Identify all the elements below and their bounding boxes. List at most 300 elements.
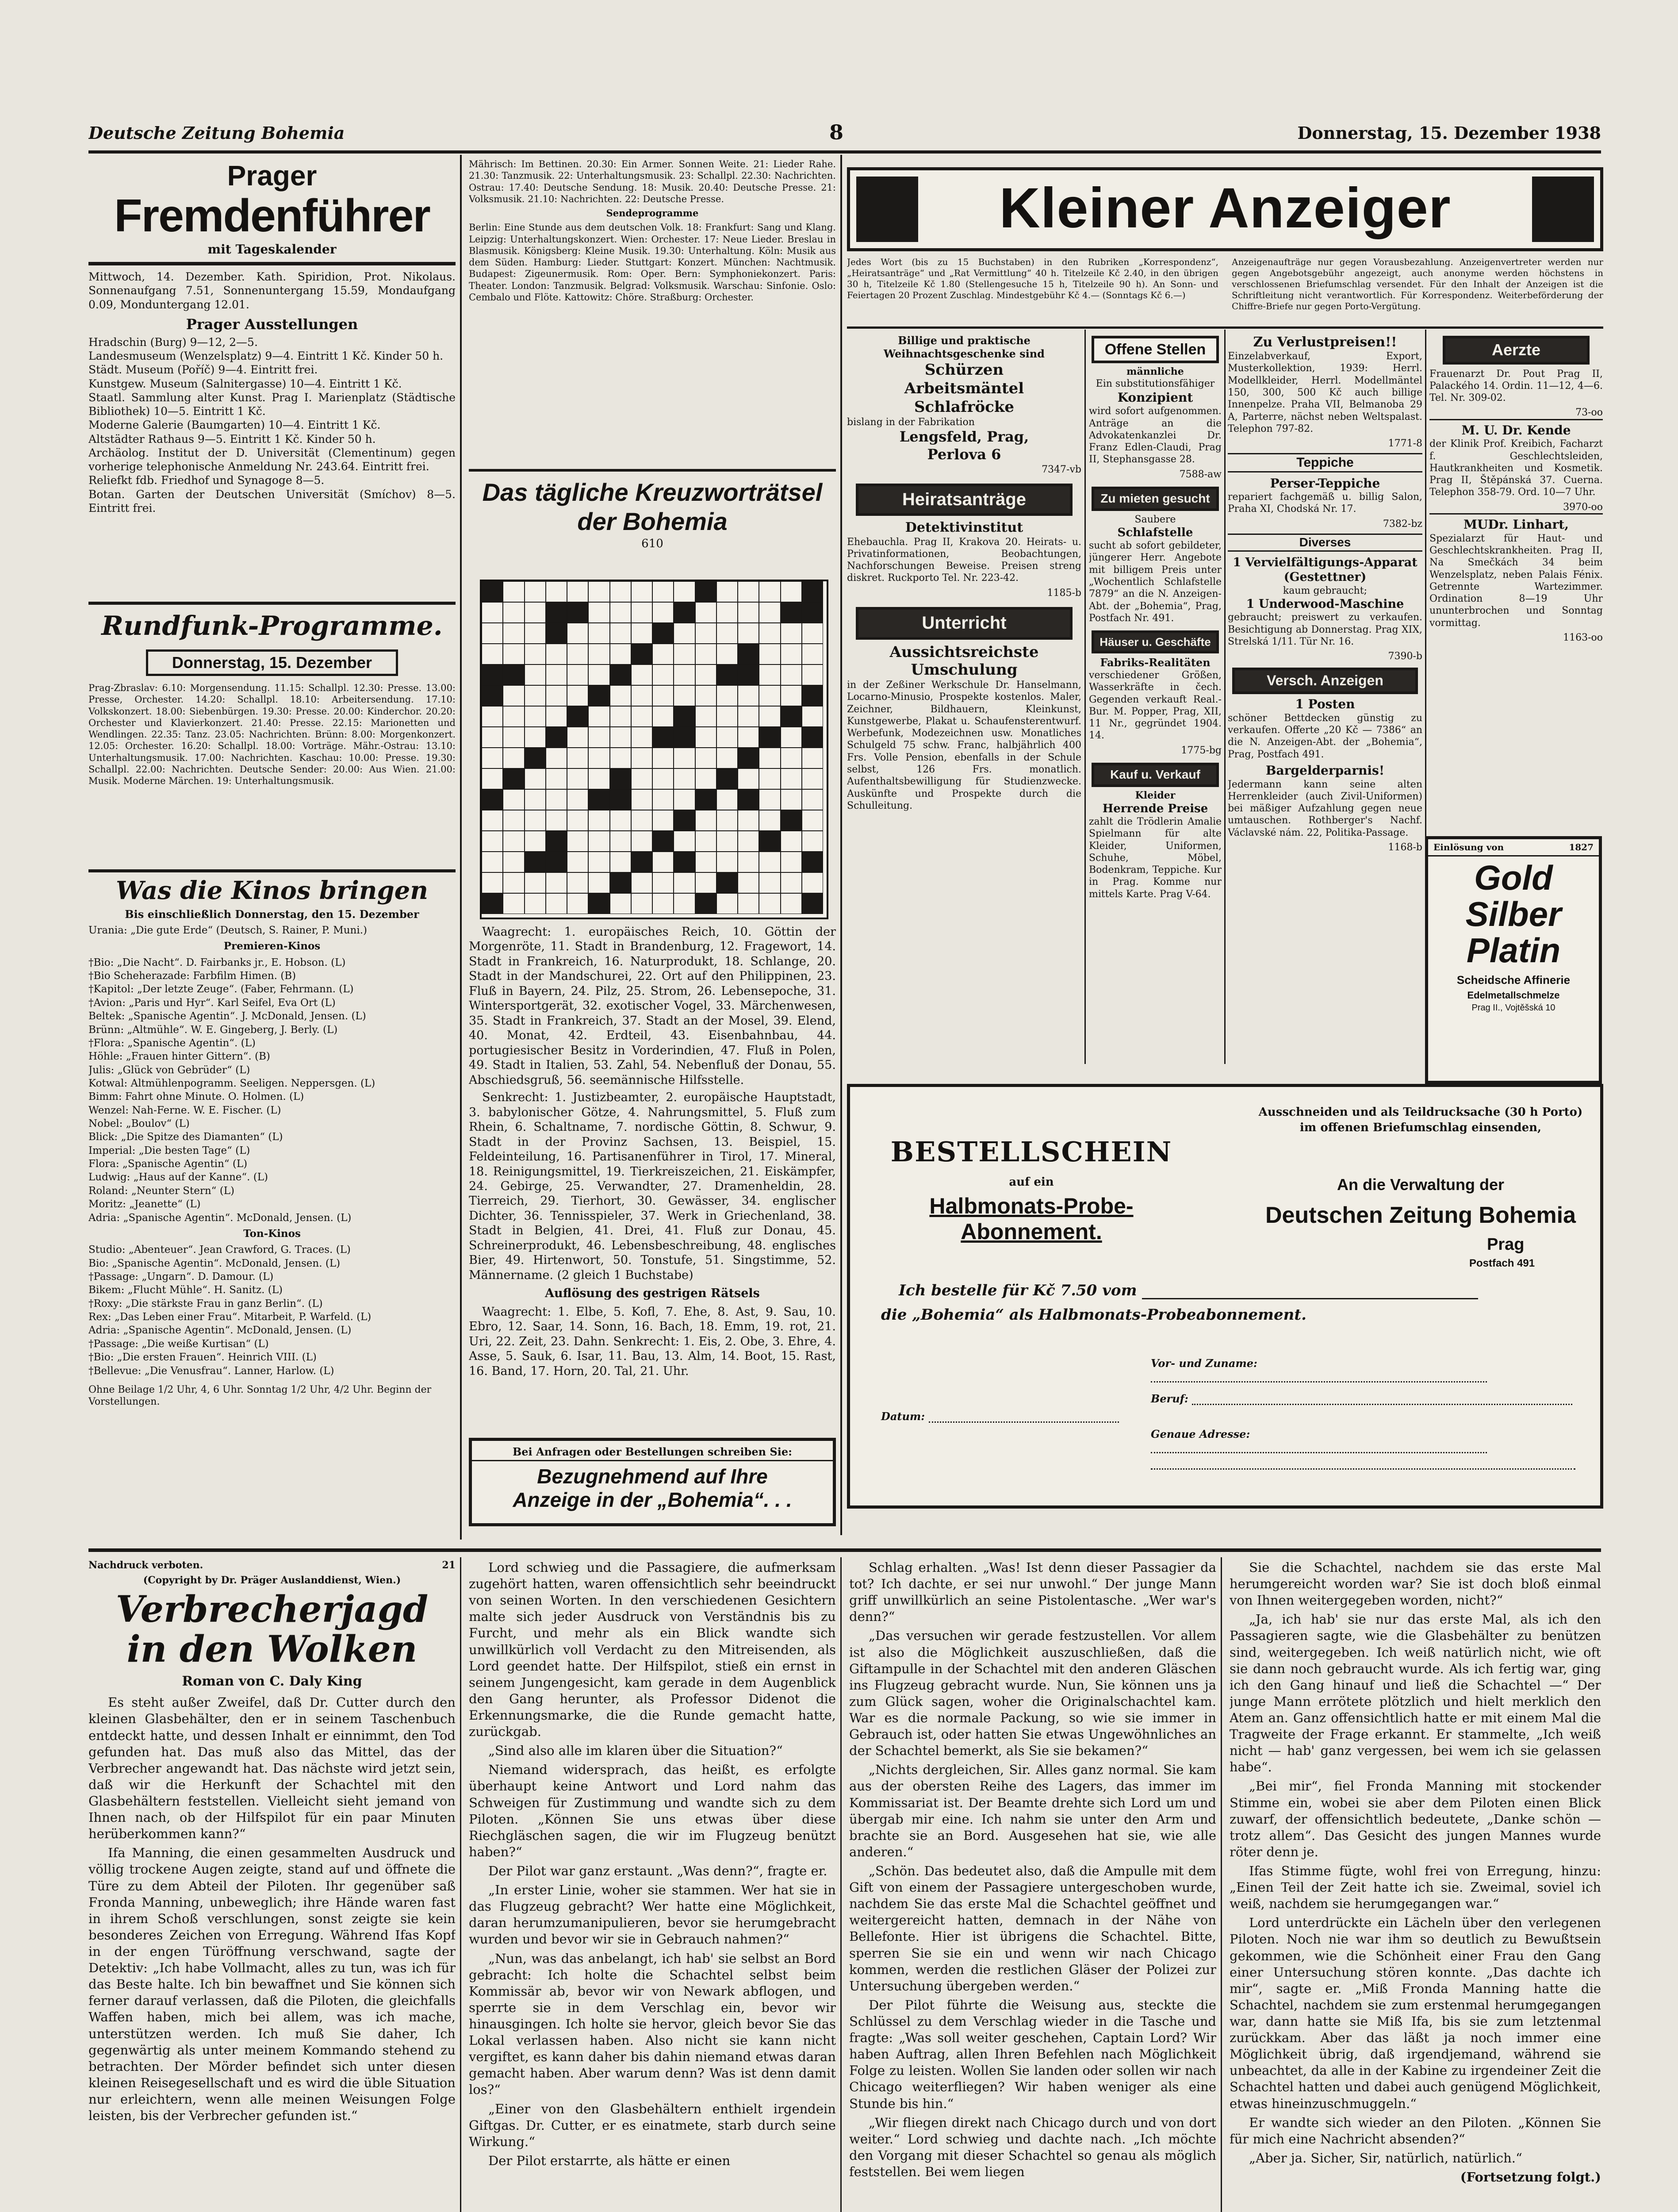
crossword-cell	[652, 602, 674, 623]
crossword-cell	[631, 748, 652, 768]
novel-paragraph: „Bei mir“, fiel Fronda Manning mit stockender Stimme ein, wobei sie aber dem Piloten einen Blick zuwarf, der offensichtlich bedeutete, „Danke schön — trotz allem“. Das Gesicht des jungen Mannes wurde röter denn je.	[1230, 1778, 1601, 1859]
crossword-cell	[546, 644, 567, 664]
crossword-cell	[759, 831, 780, 852]
crossword-cell	[738, 852, 759, 872]
ad-lead: Billige und praktische Weihnachtsgeschenke sind	[884, 334, 1045, 360]
ornament-left	[856, 177, 918, 242]
crossword-cell	[695, 789, 716, 810]
crossword-cell	[588, 706, 609, 727]
novel-paragraph: „Wir fliegen direkt nach Chicago durch und von dort weiter.“ Lord schwieg und dachte nach. „Ich möchte den Vorgang mit dieser Schachtel so genau als möglich feststellen. Bei wem liegen	[849, 2115, 1216, 2179]
crossword-cell	[503, 644, 524, 664]
exhibitions-title: Prager Ausstellungen	[186, 315, 358, 333]
crossword-cell	[802, 810, 823, 831]
crossword-cell	[610, 831, 631, 852]
crossword-cell	[716, 872, 738, 893]
date-field-row	[881, 1410, 1129, 1423]
ad-text: gebraucht; preiswert zu verkaufen. Besichtigung ab Donnerstag. Prag XIX, Strelská 1/11. Tür Nr. 16.	[1228, 612, 1422, 647]
kinos-section	[88, 876, 456, 1540]
crossword-cell	[716, 706, 738, 727]
list-item: Adria: „Spanische Agentin“. McDonald, Jensen. (L)	[88, 1325, 352, 1336]
ad-title: M. U. Dr. Kende	[1429, 419, 1603, 438]
crossword-cell	[738, 706, 759, 727]
radio-right-text2: Berlin: Eine Stunde aus dem deutschen Volk. 18: Frankfurt: Sang und Klang. Leipzig: Unterhaltungskonzert. Wien: Orchester. 17: Neue Lieder. Breslau in Blasmusik. Königsberg: Kleine Musik. 19.30: Unterhaltung. Köln: Musik aus dem Süden. Hamburg: Lieder. Stuttgart: Konzert. München: Nachtmusik. Budapest: Zigeunermusik. Rom: Oper. Bern: Symphoniekonzert. Paris: Theater. London: Tanzmusik. Belgrad: Volksmusik. Warschau: Sinfonie. Oslo: Cembalo und Flöte. Kattowitz: Chöre. Straßburg: Orchester.	[469, 222, 836, 303]
crossword-cell	[695, 602, 716, 623]
crossword-waagrecht: Waagrecht: 1. europäisches Reich, 10. Göttin der Morgenröte, 11. Stadt in Brandenburg, 12. Fragewort, 14. Stadt in Frankreich, 16. Naturprodukt, 18. Schlange, 20. Stadt in der Mandschurei, 22. Ort auf den Philippinen, 23. Fluß in Bayern, 24. Pilz, 25. Strom, 26. Lebensepoche, 31. Wintersportgerät, 32. exotischer Vogel, 33. Märchenwesen, 35. Stadt in Frankreich, 37. Stadt an der Mosel, 39. Elend, 40. Monat, 42. Erdteil, 43. Eisenbahnbau, 44. portugiesischer Besitz in Vorderindien, 47. Fluß in Polen, 49. Stadt in Italien, 53. Zahl, 54. Nebenfluß der Donau, 55. Abschiedsgruß, 56. seemännische Hilfsstelle.	[469, 925, 836, 1087]
order-form-city: Prag	[1487, 1235, 1525, 1254]
crossword-cell	[695, 810, 716, 831]
profession-field-label: Beruf:	[1151, 1392, 1188, 1405]
ad-name: Lengsfeld, Prag,	[899, 428, 1029, 445]
crossword-clues	[469, 925, 836, 1442]
crossword-cell	[802, 831, 823, 852]
crossword-cell	[695, 768, 716, 789]
list-item: †Passage: „Ungarn“. D. Damour. (L)	[88, 1271, 274, 1283]
address-field[interactable]	[1151, 1441, 1487, 1453]
order-form-instructions: Ausschneiden und als Teildrucksache (30 h Porto) im offenen Briefumschlag einsenden,	[1258, 1106, 1583, 1135]
crossword-cell	[610, 623, 631, 644]
crossword-cell	[610, 893, 631, 914]
list-item: Flora: „Spanische Agentin“ (L)	[88, 1158, 248, 1170]
crossword-cell	[546, 706, 567, 727]
crossword-cell	[503, 831, 524, 852]
fremdenfuehrer-section	[88, 159, 456, 602]
novel-paragraph: „Einer von den Glasbehältern enthielt irgendein Giftgas. Dr. Cutter, er es einatmete, starb durch seine Wirkung.“	[469, 2101, 836, 2149]
novel-paragraph: Sie die Schachtel, nachdem sie das erste Mal herumgereicht worden war? Sie ist doch bloß einmal von Ihnen weitergegeben worden, nicht?“	[1230, 1560, 1601, 1608]
ad-title: Konzipient	[1117, 390, 1193, 405]
crossword-cell	[674, 872, 695, 893]
crossword-cell	[588, 789, 609, 810]
ad-text: Ehebauchla. Prag II, Krakova 20. Heirats- u. Privatinformationen, Beobachtungen, Nachforschungen Beweise. Preisen streng diskret. Ruckporto Tel. Nr. 223-42.	[847, 536, 1081, 584]
crossword-cell	[674, 748, 695, 768]
crossword-cell	[588, 768, 609, 789]
section-rule	[88, 1548, 1601, 1552]
ad-code: 73-oo	[1575, 407, 1603, 419]
crossword-cell	[781, 748, 802, 768]
column-rule	[460, 1557, 461, 2212]
crossword-cell	[695, 831, 716, 852]
crossword-cell	[759, 768, 780, 789]
crossword-cell	[503, 893, 524, 914]
crossword-cell	[695, 872, 716, 893]
crossword-cell	[759, 789, 780, 810]
list-item: Studio: „Abenteuer“. Jean Crawford, G. Traces. (L)	[88, 1244, 351, 1256]
crossword-cell	[482, 727, 503, 748]
crossword-cell	[652, 706, 674, 727]
novel-installment: 21	[442, 1559, 456, 1571]
crossword-cell	[695, 706, 716, 727]
crossword-cell	[482, 644, 503, 664]
gold-word: Gold	[1474, 858, 1553, 897]
crossword-cell	[738, 872, 759, 893]
crossword-cell	[802, 644, 823, 664]
ad-item: Arbeitsmäntel	[904, 379, 1024, 397]
crossword-cell	[716, 810, 738, 831]
ad-text: Frauenarzt Dr. Pout Prag II, Palackého 14. Ordin. 11—12, 4—6. Tel. Nr. 309-02.	[1429, 368, 1603, 404]
masthead-name: Deutsche Zeitung Bohemia	[88, 123, 345, 143]
list-item: Imperial: „Die besten Tage“ (L)	[88, 1144, 250, 1156]
crossword-cell	[546, 789, 567, 810]
crossword-cell	[738, 623, 759, 644]
novel-paragraph: Der Pilot führte die Weisung aus, steckte die Schlüssel zu dem Verschlag wieder in die Tasche und fragte: „Was soll weiter geschehen, Captain Lord? Wir haben Auftrag, allen Ihren Befehlen nach Möglichkeit Folge zu leisten. Wollen Sie landen oder sollen wir nach Chicago weiterfliegen? Wir haben weniger als eine Stunde bis hin.“	[849, 1997, 1216, 2111]
crossword-cell	[759, 602, 780, 623]
novel-col-4	[1230, 1559, 1601, 2212]
gold-ad-sub: Edelmetallschmelze	[1467, 989, 1560, 1001]
crossword-cell	[652, 893, 674, 914]
crossword-cell	[759, 644, 780, 664]
crossword-cell	[610, 706, 631, 727]
list-item: Städt. Museum (Poříč) 9—4. Eintritt frei.	[88, 363, 318, 376]
crossword-cell	[482, 789, 503, 810]
rundfunk-section	[88, 611, 456, 867]
crossword-cell	[588, 872, 609, 893]
crossword-cell	[631, 685, 652, 706]
crossword-cell	[525, 685, 546, 706]
section-head-unterricht: Unterricht	[856, 607, 1073, 640]
novel-paragraph: Niemand widersprach, das heißt, es erfolgte überhaupt keine Antwort und Lord nahm das Schweigen für Zustimmung und wandte sich zu dem Piloten. „Können Sie uns etwas über diese Riechgläschen sagen, die wir im Flugzeug benützt haben?“	[469, 1762, 836, 1859]
column-rule	[1084, 330, 1086, 1064]
address-field-label: Genaue Adresse:	[1151, 1428, 1250, 1440]
crossword-cell	[588, 893, 609, 914]
novel-title-line1: Verbrecherjagd	[115, 1588, 429, 1631]
crossword-cell	[610, 852, 631, 872]
crossword-cell	[652, 768, 674, 789]
crossword-cell	[482, 581, 503, 602]
ads-column-b	[1089, 334, 1222, 1077]
order-form-auf: auf ein	[1009, 1175, 1054, 1189]
crossword-cell	[674, 810, 695, 831]
crossword-cell	[781, 727, 802, 748]
issue-date: Donnerstag, 15. Dezember 1938	[1297, 123, 1601, 143]
name-field[interactable]	[1151, 1371, 1487, 1382]
crossword-cell	[567, 644, 588, 664]
ad-code: 1163-oo	[1563, 632, 1603, 643]
novel-paragraph: Lord schwieg und die Passagiere, die aufmerksam zugehört hatten, waren offensichtlich sehr beeindruckt von seinen Worten. In den verschiedenen Gesichtern malte sich jeder Ausdruck von Verständnis bis zu Furcht, und mehr als ein Blick wandte sich unwillkürlich voll Verdacht zu den Mitreisenden, als Lord geendet hatte. Der Hilfspilot, stieß ein ernst in seinem Jungengesicht, kam gerade in dem Augenblick den Gang herunter, als Professor Didenot die Erkennungsmarke, die die Runde gemacht hatte, zurückgab.	[469, 1560, 836, 1740]
crossword-cell	[802, 852, 823, 872]
crossword-cell	[482, 623, 503, 644]
crossword-cell	[631, 893, 652, 914]
novel-paragraph: „Aber ja. Sicher, Sir, natürlich, natürlich.“	[1249, 2150, 1522, 2166]
rundfunk-date: Donnerstag, 15. Dezember	[172, 653, 372, 672]
crossword-cell	[482, 768, 503, 789]
crossword-cell	[525, 810, 546, 831]
radio-right-text: Mährisch: Im Bettinen. 20.30: Ein Armer. Sonnen Weite. 21: Lieder Rahe. 21.30: Tanzmusik. 22: Unterhaltungsmusik. 23: Schallpl. 22.30: Nachrichten. Ostrau: 17.40: Deutsche Sendung. 18: Musik. 20.40: Deutsche Presse. 21: Volksmusik. 21.10: Nachrichten. 22: Deutsche Presse.	[469, 159, 836, 204]
crossword-cell	[631, 789, 652, 810]
crossword-cell	[503, 810, 524, 831]
divider	[469, 469, 836, 472]
crossword-cell	[759, 810, 780, 831]
crossword-cell	[802, 685, 823, 706]
crossword-cell	[695, 664, 716, 685]
ad-code: 1775-bg	[1181, 745, 1222, 756]
ad-text: verschiedener Größen, Wasserkräfte in čech. Gegenden verkauft Real.-Bur. M. Popper, Prag, XII, 11 Nr., gegründet 1904. 14.	[1089, 670, 1222, 741]
section-head-haeuser: Häuser u. Geschäfte	[1092, 630, 1219, 653]
novel-paragraph: Der Pilot war ganz erstaunt. „Was denn?“, fragte er.	[488, 1863, 828, 1878]
list-item: †Bio Scheherazade: Farbfilm Himen. (B)	[88, 970, 296, 982]
crossword-cell	[503, 706, 524, 727]
crossword-cell	[802, 893, 823, 914]
novel-col-3	[849, 1559, 1216, 2212]
crossword-cell	[781, 644, 802, 664]
list-item: Staatl. Sammlung alter Kunst. Prag I. Marienplatz (Städtische Bibliothek) 10—5. Eintritt 1 Kč.	[88, 391, 456, 418]
gold-ad-address: Prag II., Vojtěšská 10	[1471, 1002, 1555, 1013]
rundfunk-text: Prag-Zbraslav: 6.10: Morgensendung. 11.15: Schallpl. 12.30: Presse. 13.00: Presse, Orchester. 14.20: Schallpl. 18.10: Arbeitersendung. 17.10: Volkskonzert. 18.00: Siebenbürgen. 19.30: Presse. 20.00: Kinderchor. 20.20: Orchester und Klavierkonzert. 21.40: Presse. 22.15: Marionetten und Wendlingen. 22.35: Tanz. 23.05: Nachrichten. Brünn: 8.00: Morgenkonzert. 12.05: Orchester. 16.20: Schallpl. 18.00: Vorträge. Mähr.-Ostrau: 13.10: Unterhaltungsmusik. 17.00: Nachrichten. Kaschau: 10.00: Presse. 19.30: Schallpl. 22.00: Nachrichten. Deutsche Sender: 20.00: Aus Wien. 21.00: Musik. Moderne Märchen. 19: Unterhaltungsmusik.	[88, 683, 456, 786]
crossword-cell	[652, 727, 674, 748]
crossword-cell	[716, 581, 738, 602]
crossword-cell	[652, 852, 674, 872]
list-item: Kotwal: Altmühlenpogramm. Seeligen. Neppersgen. (L)	[88, 1077, 375, 1089]
crossword-cell	[546, 727, 567, 748]
column-rule	[460, 155, 462, 1540]
gold-ad-top	[1428, 839, 1599, 856]
anzeiger-title: Kleiner Anzeiger	[999, 177, 1451, 240]
page-header	[88, 120, 1601, 147]
crossword-cell	[503, 852, 524, 872]
list-item: †Bio: „Die Nacht“. D. Fairbanks jr., E. Hobson. (L)	[88, 956, 346, 968]
crossword-cell	[759, 872, 780, 893]
crossword-cell	[802, 727, 823, 748]
order-form-abo: Halbmonats-Probe-Abonnement.	[929, 1194, 1134, 1244]
crossword-cell	[525, 644, 546, 664]
crossword-solution: Waagrecht: 1. Elbe, 5. Kofl, 7. Ehe, 8. Ast, 9. Sau, 10. Ebro, 12. Saar, 14. Sonn, 16. Bach, 18. Emm, 19. rot, 21. Uri, 22. Zeit, 23. Dahn. Senkrecht: 1. Eis, 2. Obe, 3. Ehre, 4. Asse, 5. Sauk, 6. Isar, 11. Bau, 13. Alm, 14. Boot, 15. Rast, 16. Band, 17. Horn, 20. Tal, 21. Uhr.	[469, 1305, 836, 1378]
column-rule	[840, 155, 842, 1535]
crossword-cell	[695, 644, 716, 664]
crossword-senkrecht: Senkrecht: 1. Justizbeamter, 2. europäische Hauptstadt, 3. babylonischer Götze, 4. Nahrungsmittel, 5. Fluß zum Rhein, 6. Schaltname, 7. nordische Göttin, 8. Schwur, 9. Stadt in der Provinz Sachsen, 13. Beispiel, 15. Feldeinteilung, 16. Partisanenführer in Tirol, 17. Mineral, 18. Reinigungsmittel, 19. Tierkreiszeichen, 21. Eiskämpfer, 24. Gebirge, 25. Verwandter, 27. Dramenheldin, 28. Tierreich, 29. Tierhort, 30. Gewässer, 34. englischer Dichter, 36. Tennisspieler, 37. Werk in Griechenland, 38. Stadt in Belgien, 41. Drei, 41. Fluß zur Donau, 45. Schreinerprodukt, 46. Lebensbeschreibung, 48. englisches Bier, 49. Hirtenwort, 50. Tonstufe, 51. Singstimme, 52. Männername. (2 gleich 1 Buchstabe)	[469, 1091, 836, 1282]
list-item: Beltek: „Spanische Agentin“. J. McDonald, Jensen. (L)	[88, 1010, 366, 1022]
crossword-cell	[716, 768, 738, 789]
crossword-cell	[503, 581, 524, 602]
platin-word: Platin	[1466, 930, 1561, 970]
list-item: Botan. Garten der Deutschen Universität (Smíchov) 8—5. Eintritt frei.	[88, 488, 456, 515]
anzeiger-intro-right: Anzeigenaufträge nur gegen Vorausbezahlung. Anzeigenvertreter werden nur gegen Angebotsgebühr angezeigt, auch anonyme werden höchstens in verschlossenen Briefumschlag versendet. Für den Inhalt der Anzeigen ist die Schriftleitung nicht verantwortlich. Für Korrespondenz. Weiterbeförderung der Chiffre-Briefe nur gegen Porto-Vergütung.	[1232, 257, 1603, 311]
crossword-cell	[525, 706, 546, 727]
crossword-solution-title: Auflösung des gestrigen Rätsels	[545, 1286, 760, 1301]
crossword-cell	[674, 706, 695, 727]
crossword-cell	[631, 623, 652, 644]
crossword-cell	[802, 768, 823, 789]
crossword-cell	[716, 644, 738, 664]
ad-code: 3970-oo	[1563, 501, 1603, 513]
novel-col-1	[88, 1559, 456, 2212]
crossword-cell	[631, 664, 652, 685]
reference-notice-line1: Bei Anfragen oder Bestellungen schreiben Sie:	[472, 1441, 833, 1461]
crossword-cell	[716, 727, 738, 748]
crossword-cell	[567, 852, 588, 872]
crossword-cell	[525, 872, 546, 893]
crossword-cell	[674, 893, 695, 914]
crossword-cell	[759, 893, 780, 914]
crossword-title: Das tägliche Kreuzworträtsel der Bohemia	[482, 478, 823, 536]
crossword-cell	[567, 706, 588, 727]
gold-ad-top-right: 1827	[1569, 842, 1594, 853]
crossword-cell	[674, 644, 695, 664]
crossword-cell	[674, 664, 695, 685]
list-item: Blick: „Die Spitze des Diamanten“ (L)	[88, 1131, 283, 1143]
crossword-cell	[716, 748, 738, 768]
header-rule	[88, 150, 1601, 154]
crossword-cell	[781, 872, 802, 893]
crossword-cell	[781, 789, 802, 810]
crossword-cell	[631, 706, 652, 727]
crossword-cell	[781, 768, 802, 789]
crossword-cell	[503, 664, 524, 685]
list-item: Bimm: Fahrt ohne Minute. O. Holmen. (L)	[88, 1091, 304, 1103]
calendar-text: Mittwoch, 14. Dezember. Kath. Spiridion, Prot. Nikolaus. Sonnenaufgang 7.51, Sonnenuntergang 15.59, Mondaufgang 0.09, Monduntergang 12.01.	[88, 270, 456, 311]
crossword-cell	[567, 768, 588, 789]
crossword-cell	[674, 602, 695, 623]
novel-paragraph: „In erster Linie, woher sie stammen. Wer hat sie in das Flugzeug gebracht? Wer hatte eine Möglichkeit, daran herumzumanipulieren, bevor sie herumgebracht wurden und bevor wir sie in Gebrauch nahmen?“	[469, 1882, 836, 1947]
ad-text: Einzelabverkauf, Export, Musterkollektion, 1939: Herrl. Modellkleider, Herrl. Modellmäntel 150, 300, 500 Kč auch billige Innenpelze. Praha VII, Belmanoba 29 A, Parterre, nächst neben Weltspalast. Telephon 797-82.	[1228, 351, 1422, 434]
crossword-cell	[525, 602, 546, 623]
section-head-heirat: Heiratsanträge	[856, 484, 1073, 516]
crossword-cell	[674, 852, 695, 872]
divider	[88, 602, 456, 605]
crossword-cell	[546, 810, 567, 831]
list-item: Höhle: „Frauen hinter Gittern“. (B)	[88, 1051, 270, 1063]
crossword-cell	[482, 831, 503, 852]
crossword-cell	[610, 644, 631, 664]
crossword-cell	[610, 768, 631, 789]
ad-lead: Ein substitutionsfähiger	[1096, 378, 1215, 390]
crossword-cell	[546, 685, 567, 706]
crossword-cell	[652, 623, 674, 644]
ad-text: Jedermann kann seine alten Herrenkleider (auch Zivil-Uniformen) bei mäßiger Aufzahlung gegen neue umtauschen. Rothberger's Nachf. Václavské nám. 22, Politika-Passage.	[1228, 779, 1422, 838]
profession-field[interactable]	[1192, 1393, 1572, 1405]
novel-continuation: (Fortsetzung folgt.)	[1460, 2169, 1601, 2185]
crossword-cell	[716, 664, 738, 685]
order-date-field[interactable]	[1142, 1285, 1478, 1299]
order-form-order-text: Ich bestelle für Kč 7.50 vom	[899, 1282, 1137, 1299]
list-item: Urania: „Die gute Erde“ (Deutsch, S. Rainer, P. Muni.)	[88, 925, 367, 936]
address-field-row-2[interactable]	[1151, 1467, 1575, 1470]
date-field[interactable]	[929, 1411, 1119, 1423]
section-head-anzeigen: Versch. Anzeigen	[1232, 668, 1418, 694]
reference-notice-line3: Anzeige in der „Bohemia“. . .	[513, 1488, 792, 1511]
crossword-cell	[482, 893, 503, 914]
date-field-label: Datum:	[881, 1410, 925, 1423]
ad-code: 7588-aw	[1179, 469, 1222, 480]
novel-paragraph: Ifas Stimme fügte, wohl frei von Erregung, hinzu: „Einen Teil der Zeit hatte ich sie. Zweimal, soviel ich weiß, nachdem sie herumgegangen war.“	[1230, 1863, 1601, 1912]
crossword-cell	[588, 644, 609, 664]
crossword-number: 610	[641, 537, 663, 551]
gold-ad-name: Scheidsche Affinerie	[1456, 973, 1571, 987]
crossword-cell	[525, 831, 546, 852]
reference-notice-line2: Bezugnehmend auf Ihre	[537, 1465, 768, 1488]
list-item: Kunstgew. Museum (Salnitergasse) 10—4. Eintritt 1 Kč.	[88, 377, 402, 390]
crossword-cell	[716, 893, 738, 914]
crossword-cell	[759, 623, 780, 644]
crossword-cell	[738, 664, 759, 685]
ad-code: 1771-8	[1388, 438, 1422, 449]
radio-right-title: Sendeprogramme	[606, 207, 699, 219]
crossword-cell	[738, 727, 759, 748]
crossword-cell	[567, 664, 588, 685]
crossword-cell	[738, 831, 759, 852]
crossword-cell	[781, 852, 802, 872]
ad-item: Schürzen	[924, 361, 1004, 379]
list-item: †Roxy: „Die stärkste Frau in ganz Berlin“. (L)	[88, 1298, 323, 1310]
ad-text: repariert fachgemäß u. billig Salon, Praha XI, Chodská Nr. 17.	[1228, 492, 1422, 515]
crossword-cell	[631, 831, 652, 852]
novel-paragraph: „Sind also alle im klaren über die Situation?“	[488, 1743, 783, 1759]
ad-title: Perser-Teppiche	[1270, 476, 1380, 491]
crossword-cell	[503, 685, 524, 706]
crossword-section	[469, 478, 836, 1442]
list-item: Rex: „Das Leben einer Frau“. Mitarbeit, P. Warfeld. (L)	[88, 1311, 372, 1323]
fremdenfuehrer-kicker: Prager	[227, 160, 317, 192]
list-item: †Passage: „Die weiße Kurtisan“ (L)	[88, 1338, 269, 1350]
crossword-cell	[546, 623, 567, 644]
crossword-cell	[802, 872, 823, 893]
crossword-cell	[652, 872, 674, 893]
novel-reprint-note: Nachdruck verboten.	[88, 1559, 203, 1571]
novel-paragraph: Ifa Manning, die einen gesammelten Ausdruck und völlig trockene Augen zeigte, stand auf und öffnete die Türe zu dem Abteil der Piloten. Ihr gegenüber saß Fronda Manning, unbeweglich; ihre Hände waren fast in ihrem Schoß verschlungen, sonst zeigte sie kein besonderes Zeichen von Erregung. Während Ifas Kopf in der engen Türöffnung verschwand, sagte der Detektiv: „Ich habe Vollmacht, alles zu tun, was ich für das Beste halte. Ich bin bewaffnet und Sie können sich ferner darauf verlassen, daß die Piloten, die gleichfalls Waffen haben, mich bei allem, was ich mache, unterstützen werden. Ich muß Sie daher, Ich gegenwärtig als unter meinem Kommando stehend zu betrachten. Der Mörder befindet sich unter diesen kleinen Reisegesellschaft und es wird die üble Situation nur erleichtern, wenn alle meinen Weisungen Folge leisten, bis der Verbrecher gefunden ist.“	[88, 1845, 456, 2124]
ad-text: zahlt die Trödlerin Amalie Spielmann für alte Kleider, Uniformen, Schuhe, Möbel, Bodenkram, Teppiche. Kur in Prag. Komme nur mittels Karte. Prag V-64.	[1089, 816, 1222, 900]
ad-title: Herrende Preise	[1102, 802, 1208, 815]
rundfunk-title: Rundfunk-Programme.	[101, 611, 443, 641]
ad-code: 7382-bz	[1383, 518, 1422, 530]
novel-paragraph: „Schön. Das bedeutet also, daß die Ampulle mit dem Gift von einem der Passagiere untergeschoben wurde, nachdem Sie das erste Mal die Schachtel geöffnet und weitergereicht hatten, demnach in der Nähe von Bellefonte. Hier ist übrigens die Schachtel. Bitte, sperren Sie sie ein und wenn wir nach Chicago kommen, werden die restlichen Gläser der Polizei zur Untersuchung übergeben werden.“	[849, 1863, 1216, 1993]
crossword-cell	[716, 685, 738, 706]
radio-right-section	[469, 158, 836, 442]
anzeiger-banner	[847, 167, 1603, 251]
crossword-cell	[802, 748, 823, 768]
crossword-cell	[525, 768, 546, 789]
crossword-cell	[588, 685, 609, 706]
crossword-cell	[503, 748, 524, 768]
section-head-offene: Offene Stellen	[1092, 336, 1219, 363]
ad-text: wird sofort aufgenommen. Anträge an die Advokatenkanzlei Dr. Franz Edlen-Claudi, Prag II, Stephansgasse 28.	[1089, 406, 1222, 465]
crossword-cell	[759, 664, 780, 685]
ad-code: 1168-b	[1388, 841, 1422, 853]
crossword-cell	[738, 581, 759, 602]
crossword-cell	[546, 872, 567, 893]
crossword-cell	[738, 893, 759, 914]
ad-text: kaum gebraucht;	[1283, 585, 1368, 596]
crossword-cell	[546, 831, 567, 852]
anzeiger-intro-left: Jedes Wort (bis zu 15 Buchstaben) in den Rubriken „Korrespondenz“, „Heiratsanträge“ und „Rat Vermittlung“ 40 h. Titelzeile Kč 2.40, in den übrigen 30 h, Titelzeile Kč 1.80 (Stellengesuche 15 h, Titelzeile 90 h). An Sonn- und Feiertagen 20 Prozent Zuschlag. Mindestgebühr Kč 4.— (Sonntags Kč 6.—)	[847, 257, 1218, 300]
gold-ad-box	[1425, 836, 1602, 1084]
page-number: 8	[829, 120, 844, 144]
column-rule	[1221, 1557, 1222, 2212]
crossword-cell	[503, 623, 524, 644]
crossword-cell	[674, 789, 695, 810]
list-item: Hradschin (Burg) 9—12, 2—5.	[88, 335, 258, 349]
rundfunk-date-box	[146, 649, 398, 676]
crossword-cell	[695, 727, 716, 748]
crossword-cell	[588, 602, 609, 623]
list-item: Julis: „Glück von Gebrüder“ (L)	[88, 1064, 250, 1076]
ad-title: 1 Vervielfältigungs-Apparat (Gestettner)	[1233, 555, 1417, 584]
crossword-cell	[588, 664, 609, 685]
ad-text: in der Zeßiner Werkschule Dr. Hanselmann, Locarno-Minusio, Prospekte kostenlos. Maler, Zeichner, Bildhauern, Kleinkunst, Kunstgewerbe, Plakat u. Schaufensterentwurf. Werbefunk, Modezeichnen usw. Monatliches Schulgeld 75 schw. Franc, halbjährlich 400 Frs. Volle Pension, ebenfalls in der Schule selbst, 126 Frs. monatlich. Aufenthaltsbewilligung für Studienzwecke. Auskünfte und Prospekte durch die Schulleitung.	[847, 680, 1081, 811]
crossword-cell	[738, 644, 759, 664]
ad-title: Bargelderparnis!	[1265, 763, 1385, 778]
crossword-cell	[716, 789, 738, 810]
ad-title: Aussichtsreichste Umschulung	[889, 643, 1039, 679]
crossword-cell	[567, 893, 588, 914]
crossword-cell	[716, 831, 738, 852]
crossword-cell	[738, 789, 759, 810]
crossword-cell	[567, 602, 588, 623]
kinos-tonkinos-title: Ton-Kinos	[243, 1227, 301, 1240]
crossword-cell	[781, 664, 802, 685]
ad-text: bislang in der Fabrikation	[847, 416, 975, 428]
crossword-cell	[588, 581, 609, 602]
crossword-cell	[674, 685, 695, 706]
list-item: Bikem: „Flucht Mühle“. H. Sanitz. (L)	[88, 1284, 283, 1296]
crossword-cell	[567, 581, 588, 602]
crossword-cell	[652, 685, 674, 706]
